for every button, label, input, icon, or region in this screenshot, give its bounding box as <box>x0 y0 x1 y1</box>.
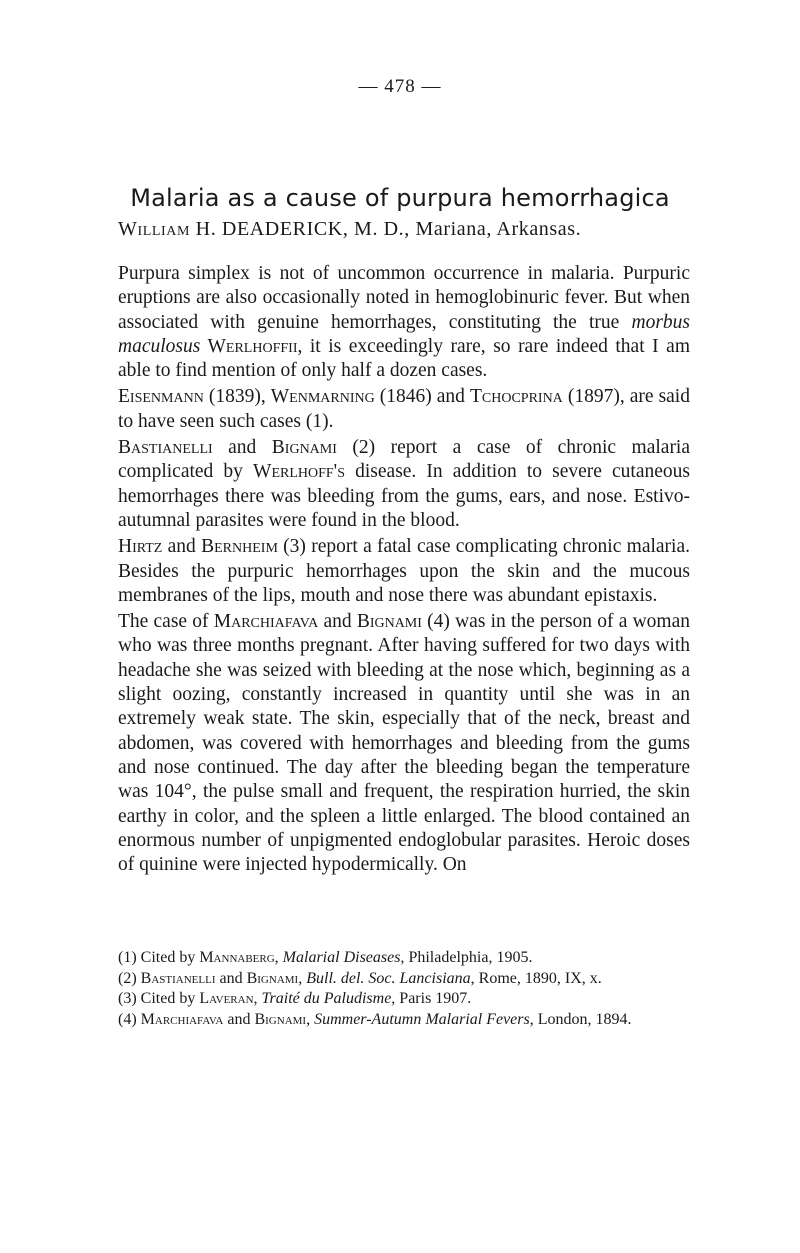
paragraph-2: Eisenmann (1839), Wenmarning (1846) and Tchocprina (1897), are said to have seen such cases (1). <box>118 386 690 432</box>
paragraph-5: The case of Marchiafava and Bignami (4) was in the person of a woman who was three months pregnant. After having suffered for two days with headache she was seized with bleeding at the nose which, beginning as a slight oozing, constantly increased in quantity until she was in an extremely weak state. The skin, especially that of the neck, breast and abdomen, was covered with hemorrhages and bleeding from the gums and nose continued. The day after the bleeding began the temperature was 104°, the pulse small and frequent, the respiration hurried, the skin earthy in color, and the spleen a little enlarged. The blood contained an enormous number of unpigmented endoglobular parasites. Heroic doses of quinine were injected hypodermically. On <box>118 611 690 876</box>
paragraph-1: Purpura simplex is not of uncommon occurrence in malaria. Purpuric eruptions are also occasionally noted in hemoglobinuric fever. But when associated with genuine hemorrhages, constituting the true morbus maculosus Werlhoffii, it is exceedingly rare, so rare indeed that I am able to find mention of only half a dozen cases. <box>118 263 690 382</box>
article-title: Malaria as a cause of purpura hemorrhagica <box>130 184 670 213</box>
footnote-3: (3) Cited by Laveran, Traité du Paludisme, Paris 1907. <box>118 990 472 1007</box>
paragraph-4: Hirtz and Bernheim (3) report a fatal case complicating chronic malaria. Besides the purpuric hemorrhages upon the skin and the mucous membranes of the lips, mouth and nose there was abundant epistaxis. <box>118 536 690 606</box>
footnote-2: (2) Bastianelli and Bignami, Bull. del. Soc. Lancisiana, Rome, 1890, IX, x. <box>118 969 602 987</box>
page-number: — 478 — <box>358 76 442 97</box>
author-name: William H. DEADERICK <box>118 218 343 240</box>
article-body <box>118 262 690 877</box>
footnotes <box>118 948 690 1030</box>
paragraph-3: Bastianelli and Bignami (2) report a case of chronic malaria complicated by Werlhoff's disease. In addition to severe cutaneous hemorrhages there was bleeding from the gums, ears, and nose. Estivo-autumnal parasites were found in the blood. <box>118 437 691 531</box>
footnote-1: (1) Cited by Mannaberg, Malarial Diseases, Philadelphia, 1905. <box>118 949 533 966</box>
author-line <box>118 218 698 241</box>
author-affiliation: , M. D., Mariana, Arkansas. <box>342 218 582 240</box>
footnote-4: (4) Marchiafava and Bignami, Summer-Autumn Malarial Fevers, London, 1894. <box>118 1010 632 1028</box>
